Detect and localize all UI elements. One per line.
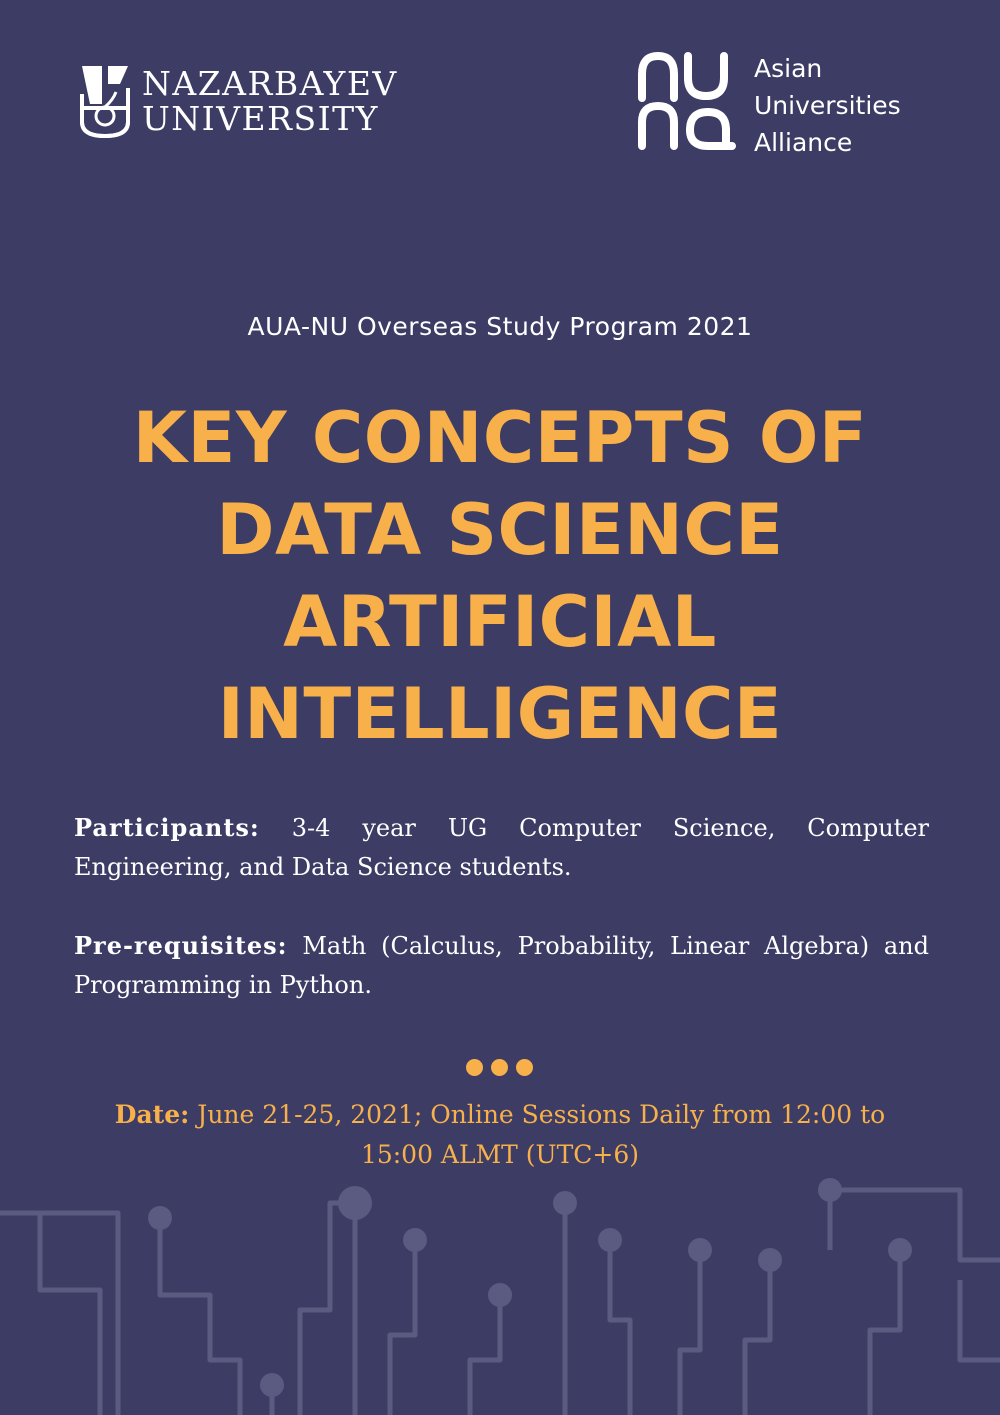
participants-text: 3-4 year UG Computer Science, Computer Engineering, and Data Science students. (74, 814, 929, 881)
aua-wordmark (754, 50, 901, 161)
date-text-line1: June 21-25, 2021; Online Sessions Daily from 12:00 to (189, 1100, 886, 1129)
circuit-decoration (0, 1160, 1000, 1415)
nazarbayev-university-logo (80, 64, 398, 138)
date-text-line2: 15:00 ALMT (UTC+6) (360, 1140, 640, 1169)
dots-divider (466, 1059, 533, 1076)
nu-wordmark-line2: UNIVERSITY (142, 99, 379, 138)
asian-universities-alliance-logo (636, 50, 901, 161)
aua-wordmark-line3: Alliance (754, 128, 853, 157)
title-line3: ARTIFICIAL (283, 581, 717, 663)
prerequisites-text: Math (Calculus, Probability, Linear Algebra) and Programming in Python. (74, 932, 929, 999)
title-line1: KEY CONCEPTS OF (132, 397, 868, 479)
program-name: AUA-NU Overseas Study Program 2021 (247, 312, 753, 341)
title-line2: DATA SCIENCE (216, 489, 784, 571)
date-label: Date: (114, 1100, 190, 1129)
participants-label: Participants: (74, 813, 260, 842)
participants-paragraph (74, 808, 929, 887)
aua-wordmark-line2: Universities (754, 91, 901, 120)
divider-dot (491, 1059, 508, 1076)
divider-dot (466, 1059, 483, 1076)
divider-dot (516, 1059, 533, 1076)
aua-wordmark-line1: Asian (754, 54, 823, 83)
nu-wordmark-line1: NAZARBAYEV (142, 64, 398, 103)
prerequisites-label: Pre-requisites: (74, 931, 288, 960)
nu-emblem-icon (80, 64, 130, 138)
date-line1 (60, 1095, 940, 1135)
aua-emblem-icon (636, 50, 740, 152)
poster-title (40, 392, 960, 760)
prerequisites-paragraph (74, 926, 929, 1005)
title-line4: INTELLIGENCE (217, 673, 783, 755)
nu-wordmark (142, 66, 398, 136)
